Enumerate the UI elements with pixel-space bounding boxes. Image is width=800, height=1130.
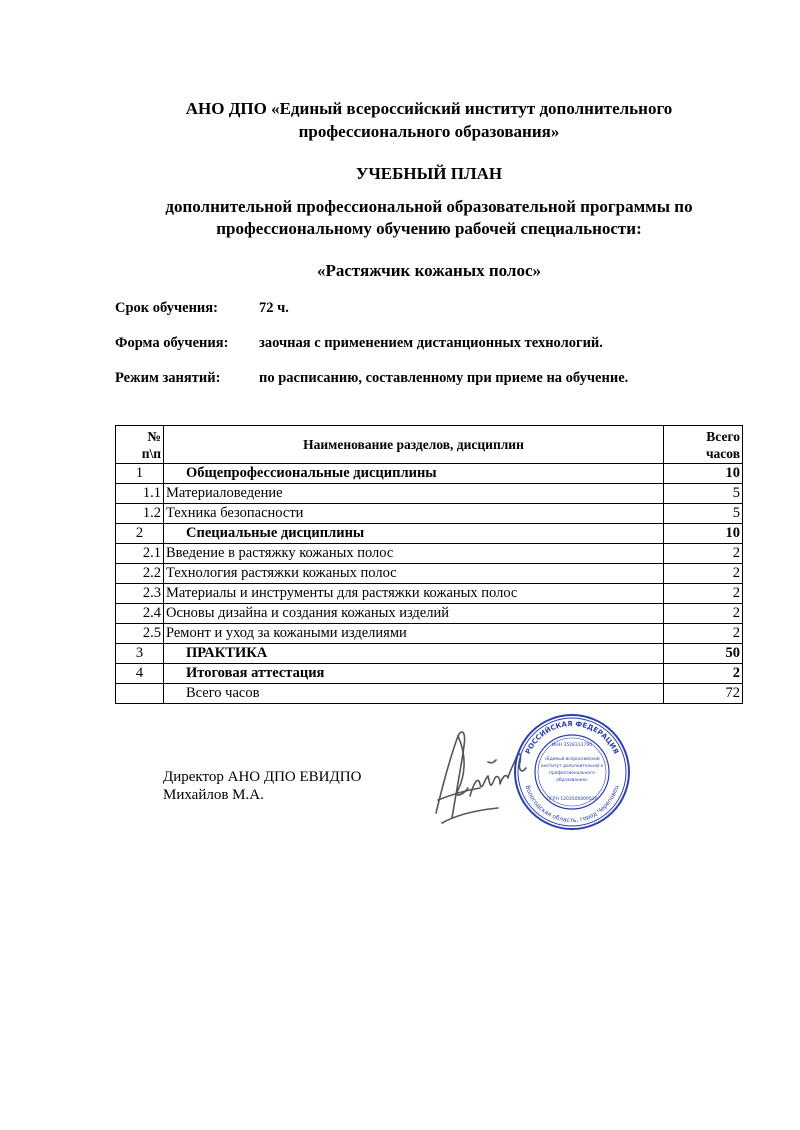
row-hours: 2 [664, 604, 743, 624]
row-name: Основы дизайна и создания кожаных изделий [164, 604, 664, 624]
table-row [116, 624, 743, 644]
row-name: Ремонт и уход за кожаными изделиями [164, 624, 664, 644]
row-name: Технология растяжки кожаных полос [164, 564, 664, 584]
program-name: «Растяжчик кожаных полос» [316, 261, 542, 280]
table-total-row [116, 684, 743, 704]
document-title: УЧЕБНЫЙ ПЛАН [355, 164, 503, 183]
row-num: 2.3 [116, 584, 164, 604]
svg-text:образования»: образования» [556, 778, 588, 783]
table-row [116, 504, 743, 524]
table-row [116, 464, 743, 484]
table-row [116, 564, 743, 584]
row-num: 2.5 [116, 624, 164, 644]
row-name: Введение в растяжку кожаных полос [164, 544, 664, 564]
row-hours: 2 [664, 664, 743, 684]
row-hours: 2 [664, 544, 743, 564]
document-subtitle [0, 196, 800, 240]
row-hours: 2 [664, 584, 743, 604]
row-num: 1.1 [116, 484, 164, 504]
row-hours: 5 [664, 484, 743, 504]
mode-value: по расписанию, составленному при приеме на обучение. [259, 370, 629, 386]
row-name: ПРАКТИКА [164, 644, 664, 664]
row-num: 1.2 [116, 504, 164, 524]
table-row [116, 604, 743, 624]
row-num: 3 [116, 644, 164, 664]
row-num: 1 [116, 464, 164, 484]
col-name-header: Наименование разделов, дисциплин [164, 426, 664, 464]
official-stamp [512, 712, 632, 832]
org-line-2: профессионального образования» [298, 122, 560, 141]
row-num: 2 [116, 524, 164, 544]
svg-text:ИНН 3528313790: ИНН 3528313790 [551, 743, 593, 748]
row-hours: 50 [664, 644, 743, 664]
org-line-1: АНО ДПО «Единый всероссийский институт дополнительного [185, 99, 673, 118]
svg-text:профессионального: профессионального [549, 771, 595, 776]
svg-text:ОГРН 1203500009530: ОГРН 1203500009530 [546, 797, 598, 802]
form-row [115, 335, 603, 352]
form-value: заочная с применением дистанционных технологий. [259, 335, 603, 351]
row-hours: 10 [664, 524, 743, 544]
row-num: 2.1 [116, 544, 164, 564]
organization-name [0, 97, 800, 143]
table-row [116, 484, 743, 504]
row-name: Итоговая аттестация [164, 664, 664, 684]
row-name: Материаловедение [164, 484, 664, 504]
row-hours: 2 [664, 564, 743, 584]
row-hours: 72 [664, 684, 743, 704]
svg-text:РОССИЙСКАЯ ФЕДЕРАЦИЯ: РОССИЙСКАЯ ФЕДЕРАЦИЯ [523, 719, 621, 756]
table-row [116, 584, 743, 604]
table-row [116, 524, 743, 544]
curriculum-table [115, 425, 743, 704]
subtitle-line-1: дополнительной профессиональной образовательной программы по [165, 197, 693, 216]
subtitle-line-2: профессиональному обучению рабочей специальности: [216, 219, 642, 238]
mode-row [115, 370, 629, 387]
mode-label: Режим занятий: [115, 370, 221, 386]
duration-value: 72 ч. [259, 300, 289, 316]
table-row [116, 644, 743, 664]
row-name: Специальные дисциплины [164, 524, 664, 544]
row-num: 2.2 [116, 564, 164, 584]
row-name: Техника безопасности [164, 504, 664, 524]
row-hours: 10 [664, 464, 743, 484]
row-hours: 5 [664, 504, 743, 524]
row-name: Общепрофессиональные дисциплины [164, 464, 664, 484]
row-hours: 2 [664, 624, 743, 644]
col-hours-header: Всего часов [664, 426, 743, 464]
signatory-block [163, 768, 361, 804]
duration-label: Срок обучения: [115, 300, 218, 316]
row-name: Всего часов [164, 684, 664, 704]
svg-text:«Единый всероссийский: «Единый всероссийский [544, 757, 600, 762]
signatory-position: Директор АНО ДПО ЕВИДПО [163, 769, 362, 785]
svg-text:Вологодская область, город Чер: Вологодская область, город Череповец [523, 784, 621, 825]
table-header-row [116, 426, 743, 464]
table-row [116, 544, 743, 564]
form-label: Форма обучения: [115, 335, 229, 351]
svg-text:институт дополнительного: институт дополнительного [540, 764, 604, 769]
row-num [116, 684, 164, 704]
duration-row [115, 300, 289, 317]
col-num-header: № п\п [116, 426, 164, 464]
signatory-name: Михайлов М.А. [163, 787, 264, 803]
row-num: 2.4 [116, 604, 164, 624]
row-name: Материалы и инструменты для растяжки кожаных полос [164, 584, 664, 604]
row-num: 4 [116, 664, 164, 684]
table-row [116, 664, 743, 684]
